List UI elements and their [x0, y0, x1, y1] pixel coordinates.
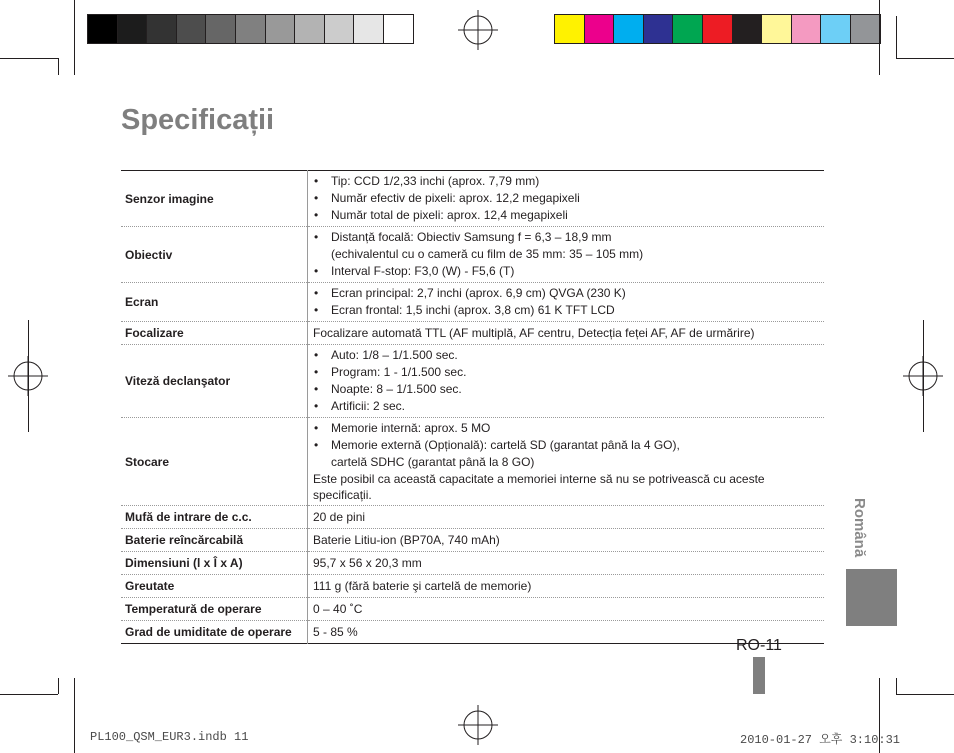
language-tab	[846, 569, 897, 626]
color-swatch	[294, 14, 324, 44]
color-swatch	[584, 14, 614, 44]
row-value: 95,7 x 56 x 20,3 mm	[308, 552, 825, 575]
row-label: Stocare	[121, 418, 308, 506]
row-label: Focalizare	[121, 322, 308, 345]
color-swatch	[205, 14, 235, 44]
table-row	[121, 529, 824, 552]
color-swatch	[353, 14, 383, 44]
table-row	[121, 552, 824, 575]
print-slug-timestamp: 2010-01-27 오후 3:10:31	[740, 733, 901, 747]
row-value: Focalizare automată TTL (AF multiplă, AF centru, Detecția feței AF, AF de urmărire)	[308, 322, 825, 345]
row-value	[308, 227, 825, 283]
row-value: 111 g (fără baterie şi cartelă de memorie)	[308, 575, 825, 598]
row-value: 20 de pini	[308, 506, 825, 529]
crop-mark	[74, 678, 75, 753]
grayscale-color-bar	[87, 14, 414, 44]
list-item: • Memorie internă: aprox. 5 MO	[313, 420, 824, 437]
table-row	[121, 506, 824, 529]
crop-mark	[896, 16, 897, 58]
color-swatch	[820, 14, 850, 44]
color-swatch	[235, 14, 265, 44]
row-value: Baterie Litiu-ion (BP70A, 740 mAh)	[308, 529, 825, 552]
list-item: • Memorie externă (Opțională): cartelă SD (garantat până la 4 GO),	[313, 437, 824, 454]
table-row	[121, 283, 824, 322]
list-item: • Noapte: 8 – 1/1.500 sec.	[313, 381, 824, 398]
row-value: 0 – 40 ˚C	[308, 598, 825, 621]
crop-mark	[896, 694, 954, 695]
color-swatch	[117, 14, 147, 44]
row-label: Dimensiuni (l x Î x A)	[121, 552, 308, 575]
list-item: • Auto: 1/8 – 1/1.500 sec.	[313, 347, 824, 364]
list-item: • Ecran principal: 2,7 inchi (aprox. 6,9 cm) QVGA (230 K)	[313, 285, 824, 302]
list-item-continuation: cartelă SDHC (garantat până la 8 GO)	[331, 455, 535, 469]
crop-mark	[58, 678, 59, 694]
print-slug-file: PL100_QSM_EUR3.indb 11	[90, 730, 249, 744]
list-item: • Număr total de pixeli: aprox. 12,4 megapixeli	[313, 207, 824, 224]
row-value	[308, 418, 825, 506]
row-label: Ecran	[121, 283, 308, 322]
color-swatch	[265, 14, 295, 44]
crop-mark	[0, 694, 58, 695]
crop-mark	[0, 58, 58, 59]
list-item: • Program: 1 - 1/1.500 sec.	[313, 364, 824, 381]
row-value	[308, 171, 825, 227]
list-item: • Ecran frontal: 1,5 inchi (aprox. 3,8 cm) 61 K TFT LCD	[313, 302, 824, 319]
storage-note: Este posibil ca această capacitate a memoriei interne să nu se potrivească cu aceste specificații.	[313, 472, 765, 502]
row-label: Viteză declanşator	[121, 345, 308, 418]
language-tab-label: Română	[851, 498, 868, 558]
table-row	[121, 575, 824, 598]
table-row	[121, 418, 824, 506]
crop-mark	[879, 0, 880, 75]
color-swatch	[732, 14, 762, 44]
list-item: • Număr efectiv de pixeli: aprox. 12,2 megapixeli	[313, 190, 824, 207]
row-value	[308, 345, 825, 418]
row-value: 5 - 85 %	[313, 624, 358, 639]
table-row	[121, 322, 824, 345]
table-row	[121, 227, 824, 283]
color-swatch	[176, 14, 206, 44]
color-swatch	[850, 14, 881, 44]
color-swatch	[761, 14, 791, 44]
page-number-marker	[753, 657, 765, 694]
registration-mark-icon	[458, 705, 498, 745]
table-row	[121, 621, 824, 644]
page-title: Specificații	[121, 104, 275, 136]
specifications-table	[121, 170, 824, 644]
process-color-bar	[554, 14, 881, 44]
row-label: Senzor imagine	[121, 171, 308, 227]
crop-mark	[28, 320, 29, 432]
color-swatch	[146, 14, 176, 44]
crop-mark	[896, 58, 954, 59]
registration-mark-icon	[458, 10, 498, 50]
color-swatch	[554, 14, 584, 44]
list-item: • Tip: CCD 1/2,33 inchi (aprox. 7,79 mm)	[313, 173, 824, 190]
color-swatch	[702, 14, 732, 44]
crop-mark	[58, 58, 59, 75]
list-item: • Distanță focală: Obiectiv Samsung f = 6,3 – 18,9 mm	[313, 229, 824, 246]
crop-mark	[74, 0, 75, 75]
color-swatch	[672, 14, 702, 44]
row-label: Baterie reîncărcabilă	[121, 529, 308, 552]
list-item-continuation: (echivalentul cu o cameră cu film de 35 mm: 35 – 105 mm)	[331, 247, 644, 261]
color-swatch	[643, 14, 673, 44]
color-swatch	[383, 14, 414, 44]
row-label: Mufă de intrare de c.c.	[121, 506, 308, 529]
color-swatch	[613, 14, 643, 44]
table-row	[121, 598, 824, 621]
list-item: • Artificii: 2 sec.	[313, 398, 824, 415]
color-swatch	[791, 14, 821, 44]
color-swatch	[87, 14, 117, 44]
crop-mark	[896, 678, 897, 694]
table-row	[121, 171, 824, 227]
row-label: Temperatură de operare	[121, 598, 308, 621]
list-item: • Interval F-stop: F3,0 (W) - F5,6 (T)	[313, 263, 824, 280]
crop-mark	[923, 320, 924, 432]
table-row	[121, 345, 824, 418]
row-label: Obiectiv	[121, 227, 308, 283]
row-label: Grad de umiditate de operare	[121, 621, 308, 644]
row-value	[308, 283, 825, 322]
row-label: Greutate	[121, 575, 308, 598]
page-number: RO-11	[736, 637, 782, 654]
color-swatch	[324, 14, 354, 44]
